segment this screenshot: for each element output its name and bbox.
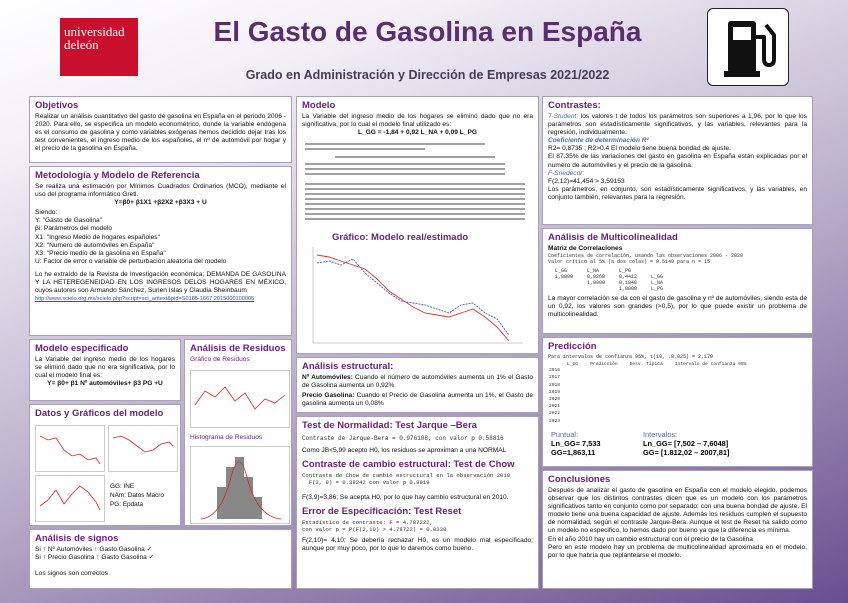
t-student-label: T-Student: xyxy=(548,113,579,120)
metodologia-siendo: Siendo: xyxy=(35,209,58,217)
matrix-cell: 0,4412 xyxy=(619,274,638,281)
prediccion-title: Predicción xyxy=(548,341,597,352)
jb-output: Contraste de Jarque-Bera = 0.976108, con valor p 0.58816 xyxy=(302,435,504,442)
prediccion-year: 2019 xyxy=(549,389,561,395)
prediccion-year: 2022 xyxy=(549,411,561,417)
reset-title: Error de Especificación: Test Reset xyxy=(302,506,462,518)
metodologia-formula: Y=β0+ β1X1 +β2X2 +β3X3 + U xyxy=(114,199,207,207)
signo-line: Si ↑ Precio Gasolina ↑ Gasto Gasolina ✓ xyxy=(35,554,155,562)
matrix-cell: 1,0000 xyxy=(555,274,574,281)
matrix-cell: L_NA xyxy=(651,280,664,287)
conclusiones-text: Después de analizar el gasto de gasolina en España con el modelo elegido, podemos observar que los distintos contrastes dicen que es un modelo con los parámetros significativos tanto en conjunto como por separado; con una buena bondad de ajuste. El modelo tiene una buena capacidad de ajuste. Además los residuos cumplen el supuesto de normalidad, según el contraste Jarque-Bera. Aunque el test de Reset ha salido como un modelo no especifico, lo hemos dado por bueno ya que la diferencia es mínima. En el año 2010 hay un cambio estructural con el precio de la Gasolina Pero en este modelo hay un problema de multicolinealidad aproximada en el modelo, por lo que habría que replantearse el modelo. xyxy=(548,487,807,559)
gretl-output-block xyxy=(305,141,531,225)
r2-label: Coeficiente de determinación R² xyxy=(548,137,649,145)
intervalos-label: Intervalos: xyxy=(643,430,678,439)
prediccion-year: 2016 xyxy=(549,368,561,374)
prediccion-output: Para intervalos de confianza 95%, t(10, .0.025) = 2,179 xyxy=(548,354,714,360)
puntual-line: Ln_GG= 7,533 xyxy=(551,439,601,448)
estructural-na-label: Nº Automóviles: xyxy=(302,374,353,381)
logo-line2: deleón xyxy=(64,37,99,52)
pg-series-chart xyxy=(35,475,105,522)
metodologia-intro: Se realiza una estimación por Mínimos Cuadrados Ordinarios (MCO), mediante el uso del programa informático Gretl. xyxy=(35,183,286,199)
estructural-pg-label: Precio Gasolina: xyxy=(302,392,355,400)
histogram-bar xyxy=(235,457,244,519)
variable-definition: X3: "Precio medio de la gasolina en España" xyxy=(35,249,166,257)
prediccion-year: 2023 xyxy=(549,418,561,424)
tests-panel xyxy=(296,416,539,589)
objetivos-text: Realizar un análisis cuantitativo del gasto de gasolina en España en el periodo 2006 - 2020. Para ello, se especifica un modelo econométrico, donde la variable endógena es el consumo de gasolina y como variables exógenas hemos decidido dejar tras los test convenientes, el ingreso medio de los españoles, el nº de automóvil por hogar y el precio de la gasolina en España. xyxy=(35,113,286,153)
prediccion-header: Intervalo de confianza 95% xyxy=(674,362,747,367)
puntual-label: Puntual: xyxy=(551,430,579,439)
estructural-title: Análisis estructural: xyxy=(302,361,394,372)
reset-text: F(2,10)= 4,10; Se debería rechazar H0, es un modelo mal especificado; aunque por muy poco, por lo que lo daremos como bueno. xyxy=(302,537,533,553)
prediccion-year: 2020 xyxy=(549,397,561,403)
prediccion-header: Predicción xyxy=(590,362,618,367)
matrix-cell: L_GG xyxy=(651,274,664,281)
matrix-cell xyxy=(580,286,612,292)
prediccion-year: 2021 xyxy=(549,404,561,410)
chow-title: Contraste de cambio estructural: Test de Chow xyxy=(302,459,515,471)
residuos-line xyxy=(195,387,285,409)
variable-definition: U: Factor de error o variable de perturbación aleatoria del modelo xyxy=(35,257,227,265)
objetivos-panel xyxy=(29,96,292,163)
na-series-chart xyxy=(108,425,178,472)
matrix-cell: L_PG xyxy=(651,286,664,293)
residuos-chart xyxy=(190,370,290,428)
variable-definition: βi: Parámetros del modelo xyxy=(35,225,113,233)
multicol-panel xyxy=(542,228,813,334)
metodologia-title: Metodología y Modelo de Referencia xyxy=(35,170,200,181)
modelo-especificado-formula: Y= β0+ β1 Nº automóviles+ β3 PG +U xyxy=(47,380,163,388)
grafico-title: Gráfico: Modelo real/estimado xyxy=(332,232,469,243)
datos-title: Datos y Gráficos del modelo xyxy=(35,408,164,419)
signos-panel xyxy=(29,529,292,589)
gg-series-line xyxy=(40,436,100,464)
multicol-output: Coeficientes de correlación, usando las observaciones 2006 - 2020 Valor crítico al 5% (a dos colas) = 0.5140 para n = 15 xyxy=(548,253,744,266)
f-snedecor-line: F(2,12)=41,454 > 3,59153 xyxy=(548,177,625,185)
f-snedecor-label: F-Snedecor: xyxy=(548,169,585,177)
histograma-title: Histograma de Residuos xyxy=(190,434,263,441)
t-student-text: los valores t de todos los parámetros son superiores a 1,96, por lo que los parámetros son estadísticamente significativos, y las variables, relevantes para la regresión, individualmente. xyxy=(548,113,807,137)
matrix-cell: 0,1840 xyxy=(619,280,638,287)
prediccion-intervalos xyxy=(643,430,808,457)
prediccion-header: Desv. Típica xyxy=(629,362,663,367)
signo-line: Si ↑ Nº Automóviles ↑ Gasto Gasolina ✓ xyxy=(35,546,153,553)
prediccion-year: 2018 xyxy=(549,382,561,388)
jb-text: Como JB<5,99 acepto H0, los residuos se aproximan a una NORMAL xyxy=(302,447,507,454)
contrastes-title: Contrastes: xyxy=(548,100,601,111)
residuos-panel xyxy=(184,339,292,526)
variable-definition: X1: "Ingreso Medio de hogares españoles" xyxy=(35,233,160,241)
intervalos-line: GG= [1.812,02 – 2007,81] xyxy=(643,448,730,457)
histogram-bar xyxy=(226,467,235,519)
chow-text: F(3,9)=3,86; Se acepta H0, por lo que hay cambio estructural en 2010. xyxy=(302,494,509,502)
multicol-title: Análisis de Multicolinealidad xyxy=(548,232,678,243)
fitted-series-line xyxy=(317,255,509,341)
estructural-panel xyxy=(296,357,539,413)
gg-series-chart xyxy=(35,425,105,472)
jb-title: Test de Normalidad: Test Jarque –Bera xyxy=(302,420,477,431)
residuos-chart-title: Gráfico de Residuos xyxy=(190,356,250,363)
matrix-cell xyxy=(548,286,580,292)
modelo-especificado-panel xyxy=(29,339,181,401)
residuos-title: Análisis de Residuos xyxy=(190,343,286,354)
estructural-na-text: Cuando el número de automóviles aumenta un 1% el Gasto de Gasolina aumenta un 0,92% xyxy=(302,374,533,390)
prediccion-panel xyxy=(542,337,813,467)
source-link[interactable]: http://www.scielo.org.mx/scielo.php?script=sci_arttext&pid=S0185-1667 2015000100005 xyxy=(35,296,255,303)
multicol-text: La mayor correlación se da con el gasto de gasolina y nº de automóviles, siendo esta de un 0,92, los valores son grandes (>0,5), por lo que puede existir un problema de multicolinealidad. xyxy=(548,295,807,319)
modelo-title: Modelo xyxy=(302,100,336,111)
intervalos-line: Ln_GG= [7,502 – 7,6048] xyxy=(643,439,729,448)
correlation-matrix xyxy=(548,268,670,292)
university-logo xyxy=(60,18,138,76)
real-estimado-chart xyxy=(305,243,531,351)
prediccion-puntual xyxy=(551,430,651,457)
data-source: PG: Epdata xyxy=(110,501,144,508)
na-series-line xyxy=(113,436,173,452)
modelo-panel xyxy=(296,96,539,354)
modelo-especificado-title: Modelo especificado xyxy=(35,343,129,354)
page-subtitle: Grado en Administración y Dirección de Empresas 2021/2022 xyxy=(245,68,610,82)
pg-series-line xyxy=(40,486,100,510)
metodologia-source: Lo he extraído de la Revista de Investigación económica; DEMANDA DE GASOLINA Y LA HETEREGENEIDAD EN LOS INGRESOS DELOS HOGARES EN MÉXICO, cuyos autores son Armando Sánchez, Surien Islas y Claudia Sheinbaum xyxy=(35,270,286,295)
conclusiones-panel xyxy=(542,470,813,589)
fuel-pump-icon xyxy=(707,8,789,86)
matrix-header: L_PG xyxy=(619,268,632,275)
prediccion-year: 2017 xyxy=(549,375,561,381)
matrix-header: L_GG xyxy=(555,268,568,275)
multicol-subtitle: Matriz de Correlaciones xyxy=(548,245,623,252)
reset-output: Estadístico de contraste: F = 4.787222, con valor p = P(F(2,10) > 4.78722) = 0.0338 xyxy=(302,519,447,534)
matrix-cell: 1,0000 xyxy=(587,280,606,287)
r2-text: El 87,35% de las variaciones del gasto en gasolina en España están explicadas por el numero de automóviles y el precio de la gasolina. xyxy=(548,153,807,169)
prediccion-table xyxy=(548,362,752,425)
r2-line: R2= 0,8735 ; R2>0.4 El modelo tiene buena bondad de ajuste. xyxy=(548,145,731,153)
puntual-line: GG=1,863,11 xyxy=(551,448,596,457)
data-source: NAm: Datos Macro xyxy=(110,492,164,499)
datos-panel xyxy=(29,404,181,526)
histograma-chart xyxy=(190,446,290,524)
modelo-text: La Variable del ingreso medio de los hogares se eliminó dado que no era significativa, por lo cual el modelo final utilizado es: xyxy=(302,113,533,129)
matrix-cell: 0,9268 xyxy=(587,274,606,281)
data-source: GG: INE xyxy=(110,483,135,490)
estructural-pg-text: Cuando el Precio de Gasolina aumenta un 1%, el Gasto de gasolina aumenta un 0,08% xyxy=(302,392,533,408)
variable-definition: X2: "Numero de automóviles en España" xyxy=(35,241,155,249)
modelo-formula: L_GG = -1,84 + 0,92 L_NA + 0,09 L_PG xyxy=(357,129,478,137)
conclusiones-title: Conclusiones xyxy=(548,474,611,485)
contrastes-panel xyxy=(542,96,813,225)
prediccion-header: L_GG xyxy=(567,362,579,367)
chow-output: Contraste de Chow de cambio estructural en la observación 2010 F(3, 9) = 0.38242 con valor p 0.9919 xyxy=(302,472,511,487)
variable-definition: Y: "Gasto de Gasolina" xyxy=(35,217,102,225)
objetivos-title: Objetivos xyxy=(35,100,79,111)
signos-footer: Los signos son correctos xyxy=(35,570,108,578)
signos-title: Análisis de signos xyxy=(35,533,119,544)
metodologia-panel xyxy=(29,166,292,336)
matrix-header: L_NA xyxy=(587,268,600,275)
real-series-line xyxy=(317,259,509,335)
page-title: El Gasto de Gasolina en España xyxy=(213,16,642,47)
modelo-especificado-text: La Variable del ingreso medio de los hogares se eliminó dado que no era significativa, por lo cual el modelo final es: xyxy=(35,356,175,380)
logo-line1: universidad xyxy=(64,24,125,39)
matrix-cell: 1,0000 xyxy=(619,286,638,293)
f-snedecor-text: Los parámetros, en conjunto, son estadísticamente significativos, y las variables, en conjunto también, relevantes para la regresión. xyxy=(548,185,807,201)
